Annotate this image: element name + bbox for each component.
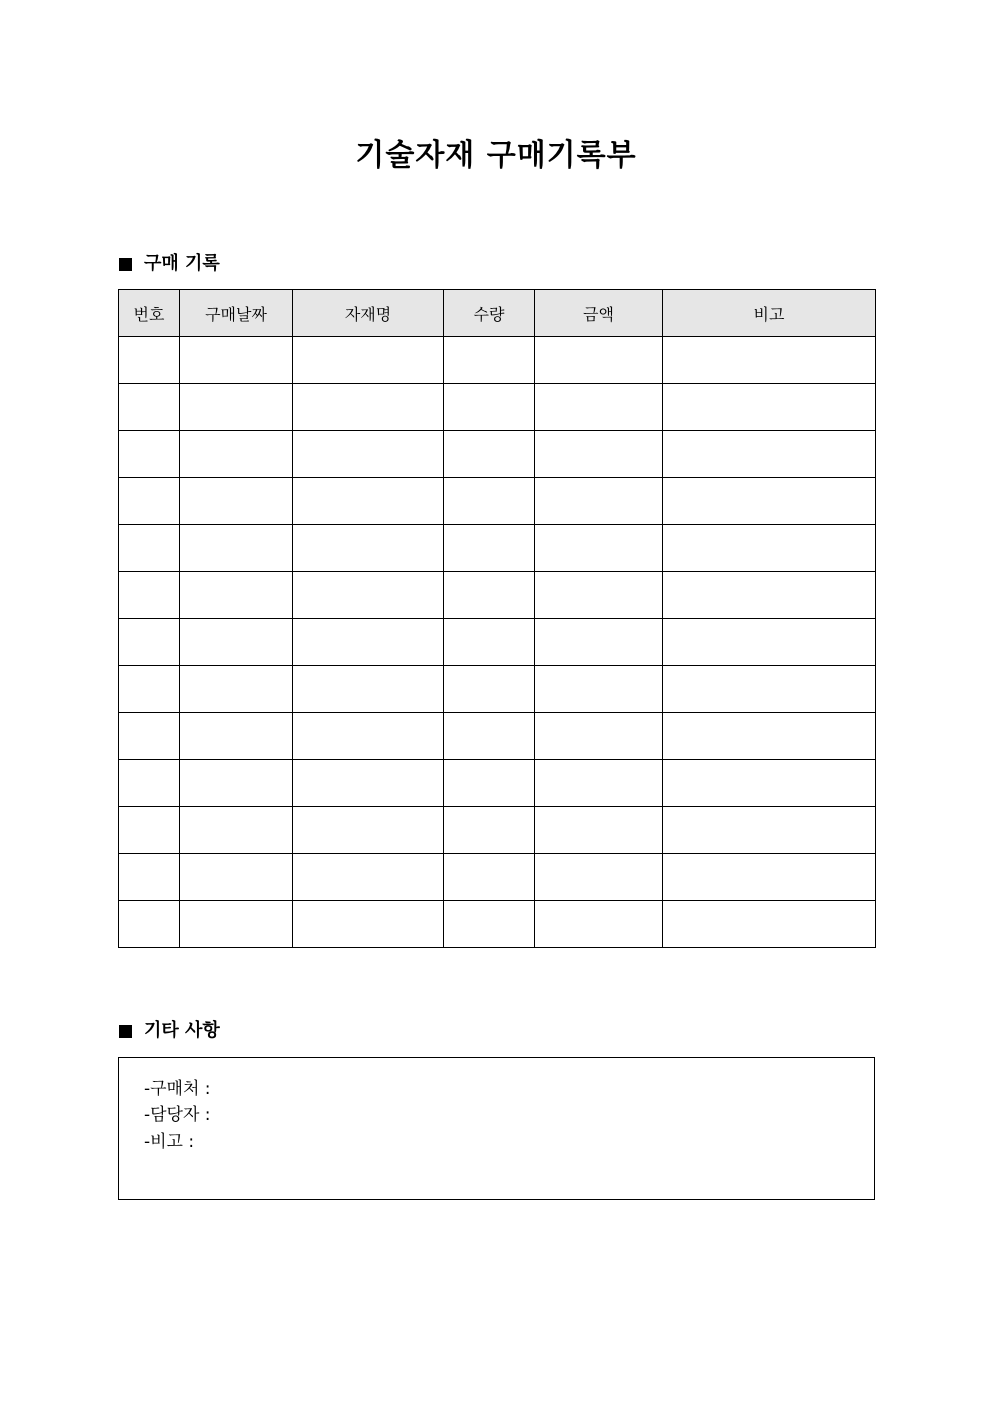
table-body bbox=[119, 337, 876, 948]
table-row bbox=[119, 619, 876, 666]
table-cell-quantity[interactable] bbox=[444, 431, 535, 478]
table-cell-number[interactable] bbox=[119, 713, 180, 760]
table-cell-material-name[interactable] bbox=[293, 572, 444, 619]
table-row bbox=[119, 431, 876, 478]
table-cell-amount[interactable] bbox=[535, 619, 663, 666]
table-cell-amount[interactable] bbox=[535, 525, 663, 572]
table-cell-material-name[interactable] bbox=[293, 525, 444, 572]
table-cell-number[interactable] bbox=[119, 854, 180, 901]
table-row bbox=[119, 713, 876, 760]
table-cell-number[interactable] bbox=[119, 807, 180, 854]
square-bullet-icon bbox=[119, 258, 132, 271]
table-cell-remarks[interactable] bbox=[663, 478, 876, 525]
table-cell-amount[interactable] bbox=[535, 713, 663, 760]
table-cell-quantity[interactable] bbox=[444, 666, 535, 713]
column-header-material-name: 자재명 bbox=[293, 290, 444, 337]
table-cell-purchase-date[interactable] bbox=[180, 384, 293, 431]
table-cell-number[interactable] bbox=[119, 431, 180, 478]
table-cell-remarks[interactable] bbox=[663, 384, 876, 431]
table-cell-purchase-date[interactable] bbox=[180, 525, 293, 572]
table-cell-number[interactable] bbox=[119, 666, 180, 713]
table-row bbox=[119, 854, 876, 901]
table-cell-purchase-date[interactable] bbox=[180, 666, 293, 713]
table-cell-remarks[interactable] bbox=[663, 713, 876, 760]
vendor-line: -구매처 : bbox=[144, 1079, 211, 1099]
table-cell-number[interactable] bbox=[119, 760, 180, 807]
table-cell-remarks[interactable] bbox=[663, 337, 876, 384]
table-cell-material-name[interactable] bbox=[293, 807, 444, 854]
column-header-purchase-date: 구매날짜 bbox=[180, 290, 293, 337]
table-cell-material-name[interactable] bbox=[293, 431, 444, 478]
table-cell-amount[interactable] bbox=[535, 572, 663, 619]
manager-line: -담당자 : bbox=[144, 1105, 211, 1125]
table-cell-remarks[interactable] bbox=[663, 666, 876, 713]
table-cell-remarks[interactable] bbox=[663, 807, 876, 854]
table-cell-quantity[interactable] bbox=[444, 384, 535, 431]
purchase-record-table bbox=[118, 289, 876, 948]
table-cell-amount[interactable] bbox=[535, 337, 663, 384]
table-cell-remarks[interactable] bbox=[663, 854, 876, 901]
table-cell-remarks[interactable] bbox=[663, 572, 876, 619]
table-cell-number[interactable] bbox=[119, 478, 180, 525]
table-cell-purchase-date[interactable] bbox=[180, 854, 293, 901]
table-row bbox=[119, 807, 876, 854]
section-heading-label: 기타 사항 bbox=[144, 1020, 220, 1041]
table-cell-quantity[interactable] bbox=[444, 572, 535, 619]
table-cell-quantity[interactable] bbox=[444, 901, 535, 948]
table-cell-purchase-date[interactable] bbox=[180, 337, 293, 384]
table-cell-number[interactable] bbox=[119, 901, 180, 948]
table-cell-quantity[interactable] bbox=[444, 525, 535, 572]
column-header-number: 번호 bbox=[119, 290, 180, 337]
table-cell-material-name[interactable] bbox=[293, 478, 444, 525]
table-cell-amount[interactable] bbox=[535, 760, 663, 807]
table-cell-number[interactable] bbox=[119, 572, 180, 619]
table-cell-material-name[interactable] bbox=[293, 384, 444, 431]
table-cell-amount[interactable] bbox=[535, 807, 663, 854]
square-bullet-icon bbox=[119, 1025, 132, 1038]
remarks-line: -비고 : bbox=[144, 1132, 195, 1152]
column-header-amount: 금액 bbox=[535, 290, 663, 337]
column-header-remarks: 비고 bbox=[663, 290, 876, 337]
table-cell-amount[interactable] bbox=[535, 666, 663, 713]
table-cell-remarks[interactable] bbox=[663, 901, 876, 948]
table-cell-amount[interactable] bbox=[535, 384, 663, 431]
other-notes-box bbox=[118, 1057, 875, 1200]
table-cell-purchase-date[interactable] bbox=[180, 619, 293, 666]
table-cell-remarks[interactable] bbox=[663, 525, 876, 572]
table-cell-amount[interactable] bbox=[535, 431, 663, 478]
table-cell-purchase-date[interactable] bbox=[180, 478, 293, 525]
table-row bbox=[119, 337, 876, 384]
table-cell-quantity[interactable] bbox=[444, 619, 535, 666]
table-cell-number[interactable] bbox=[119, 619, 180, 666]
section-heading-other-notes bbox=[119, 1019, 220, 1043]
table-cell-purchase-date[interactable] bbox=[180, 807, 293, 854]
table-cell-number[interactable] bbox=[119, 384, 180, 431]
table-cell-material-name[interactable] bbox=[293, 666, 444, 713]
table-cell-quantity[interactable] bbox=[444, 337, 535, 384]
table-cell-material-name[interactable] bbox=[293, 713, 444, 760]
section-heading-label: 구매 기록 bbox=[144, 253, 220, 274]
table-cell-purchase-date[interactable] bbox=[180, 901, 293, 948]
table-row bbox=[119, 572, 876, 619]
section-heading-purchase-record bbox=[119, 252, 220, 276]
table-row bbox=[119, 525, 876, 572]
table-cell-purchase-date[interactable] bbox=[180, 572, 293, 619]
table-cell-material-name[interactable] bbox=[293, 337, 444, 384]
table-row bbox=[119, 384, 876, 431]
table-cell-remarks[interactable] bbox=[663, 431, 876, 478]
table-cell-remarks[interactable] bbox=[663, 619, 876, 666]
table-header-row bbox=[119, 290, 876, 337]
table-cell-quantity[interactable] bbox=[444, 760, 535, 807]
table-cell-material-name[interactable] bbox=[293, 854, 444, 901]
table-cell-amount[interactable] bbox=[535, 854, 663, 901]
table-cell-remarks[interactable] bbox=[663, 760, 876, 807]
column-header-quantity: 수량 bbox=[444, 290, 535, 337]
table-row bbox=[119, 478, 876, 525]
table-cell-amount[interactable] bbox=[535, 478, 663, 525]
table-cell-purchase-date[interactable] bbox=[180, 760, 293, 807]
table-cell-quantity[interactable] bbox=[444, 713, 535, 760]
table-cell-quantity[interactable] bbox=[444, 854, 535, 901]
table-cell-material-name[interactable] bbox=[293, 760, 444, 807]
table-row bbox=[119, 901, 876, 948]
table-cell-quantity[interactable] bbox=[444, 807, 535, 854]
table-cell-quantity[interactable] bbox=[444, 478, 535, 525]
table-cell-amount[interactable] bbox=[535, 901, 663, 948]
table-cell-material-name[interactable] bbox=[293, 901, 444, 948]
table-cell-number[interactable] bbox=[119, 525, 180, 572]
table-row bbox=[119, 760, 876, 807]
page-title: 기술자재 구매기록부 bbox=[355, 138, 637, 173]
table-cell-purchase-date[interactable] bbox=[180, 431, 293, 478]
table-cell-number[interactable] bbox=[119, 337, 180, 384]
table-cell-material-name[interactable] bbox=[293, 619, 444, 666]
table-cell-purchase-date[interactable] bbox=[180, 713, 293, 760]
table-row bbox=[119, 666, 876, 713]
